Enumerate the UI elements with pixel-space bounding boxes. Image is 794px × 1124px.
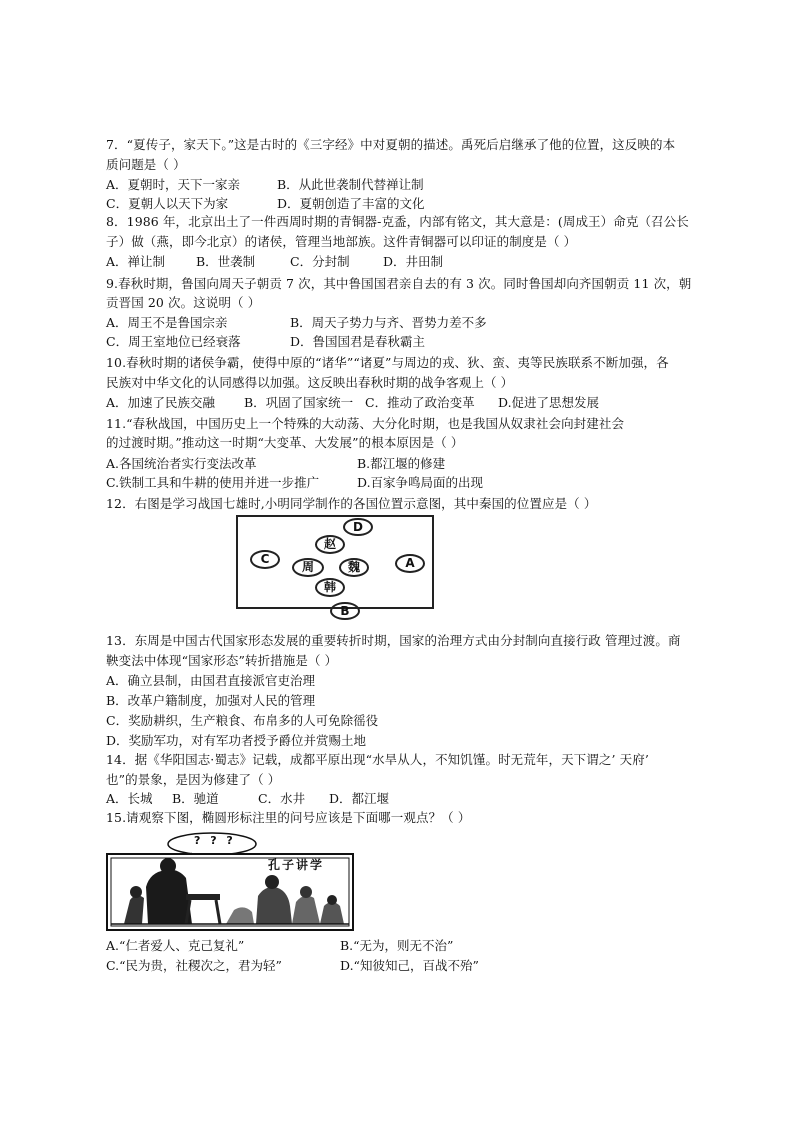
q10-stem-line-2: 民族对中华文化的认同感得以加强。这反映出春秋时期的战争客观上（ ） xyxy=(106,375,514,390)
q15-option-d: D.“知彼知己，百战不殆” xyxy=(340,958,479,973)
map-label-a: A xyxy=(395,554,425,573)
q10-option-a: A．加速了民族交融 xyxy=(106,395,216,410)
map-label-zhao: 赵 xyxy=(315,535,345,554)
q10-option-b: B．巩固了国家统一 xyxy=(244,395,354,410)
cartoon-caption: 孔子讲学 xyxy=(268,858,325,872)
q8-stem-line-1: 8．1986 年，北京出土了一件西周时期的青铜器-克盉，内部有铭文，其大意是：(周成王）命克（召公长 xyxy=(106,214,689,229)
q13-option-c: C．奖励耕织，生产粮食、布帛多的人可免除徭役 xyxy=(106,713,379,728)
q13-stem-line-1: 13．东周是中国古代国家形态发展的重要转折时期，国家的治理方式由分封制向直接行政 管理过渡。商 xyxy=(106,633,681,648)
q8-option-b: B．世袭制 xyxy=(196,254,256,269)
q10-stem-line-1: 10.春秋时期的诸侯争霸，使得中原的“诸华”“诸夏”与周边的戎、狄、蛮、夷等民族联系不断加强，各 xyxy=(106,355,669,370)
q10-option-d: D.促进了思想发展 xyxy=(498,395,600,410)
q12-stem: 12．右图是学习战国七雄时,小明同学制作的各国位置示意图，其中秦国的位置应是（ ） xyxy=(106,496,597,511)
map-label-d: D xyxy=(343,518,373,536)
q11-option-c: C.铁制工具和牛耕的使用并进一步推广 xyxy=(106,475,320,490)
map-label-wei: 魏 xyxy=(339,558,369,577)
q13-option-d: D．奖励军功，对有军功者授予爵位并赏赐土地 xyxy=(106,733,367,748)
q13-option-b: B．改革户籍制度，加强对人民的管理 xyxy=(106,693,316,708)
q7-stem-line-2: 质问题是（ ） xyxy=(106,157,186,172)
map-label-b: B xyxy=(330,602,360,620)
q14-option-d: D．都江堰 xyxy=(329,791,390,806)
q9-option-c: C．周王室地位已经衰落 xyxy=(106,334,241,349)
q7-option-a: A．夏朝时，天下一家亲 xyxy=(106,177,241,192)
warring-states-map xyxy=(236,515,434,618)
q14-stem-line-1: 14．据《华阳国志·蜀志》记载，成都平原出现“水旱从人，不知饥馑。时无荒年，天下谓之’ 天府’ xyxy=(106,752,649,767)
cartoon-bubble-text: ? ? ? xyxy=(194,834,236,847)
q8-option-c: C．分封制 xyxy=(290,254,350,269)
q14-option-a: A．长城 xyxy=(106,791,153,806)
q15-option-c: C.“民为贵，社稷次之，君为轻” xyxy=(106,958,282,973)
map-label-zhou: 周 xyxy=(292,558,324,577)
q11-option-b: B.都江堰的修建 xyxy=(357,456,446,471)
map-label-c: C xyxy=(250,550,280,569)
q7-option-c: C．夏朝人以天下为家 xyxy=(106,196,229,211)
q15-option-a: A.“仁者爱人、克己复礼” xyxy=(106,938,245,953)
confucius-teaching-cartoon xyxy=(106,832,356,932)
q9-stem-line-2: 贡晋国 20 次。这说明（ ） xyxy=(106,295,261,310)
q13-stem-line-2: 鞅变法中体现“国家形态”转折措施是（ ） xyxy=(106,653,338,668)
q8-stem-line-2: 子）做（燕，即今北京）的诸侯，管理当地部族。这件青铜器可以印证的制度是（ ） xyxy=(106,234,577,249)
q8-option-d: D．井田制 xyxy=(383,254,444,269)
map-label-han: 韩 xyxy=(315,578,345,597)
q7-option-b: B．从此世袭制代替禅让制 xyxy=(277,177,424,192)
q11-stem-line-2: 的过渡时期。”推动这一时期“大变革、大发展”的根本原因是（ ） xyxy=(106,435,464,450)
q9-option-d: D．鲁国国君是春秋霸主 xyxy=(290,334,426,349)
q11-option-a: A.各国统治者实行变法改革 xyxy=(106,456,257,471)
q14-stem-line-2: 也”的景象，是因为修建了（ ） xyxy=(106,772,281,787)
q15-option-b: B.“无为，则无不治” xyxy=(340,938,454,953)
q11-stem-line-1: 11.“春秋战国，中国历史上一个特殊的大动荡、大分化时期，也是我国从奴隶社会向封建社会 xyxy=(106,416,625,431)
q7-stem-line-1: 7．“夏传子，家天下。”这是古时的《三字经》中对夏朝的描述。禹死后启继承了他的位置，这反映的本 xyxy=(106,137,676,152)
q8-option-a: A．禅让制 xyxy=(106,254,166,269)
cartoon-illustration xyxy=(106,832,356,932)
q9-option-a: A．周王不是鲁国宗亲 xyxy=(106,315,228,330)
q13-option-a: A．确立县制，由国君直接派官吏治理 xyxy=(106,673,316,688)
q14-option-b: B．驰道 xyxy=(172,791,219,806)
q10-option-c: C．推动了政治变革 xyxy=(365,395,475,410)
q7-option-d: D．夏朝创造了丰富的文化 xyxy=(277,196,425,211)
q9-option-b: B．周天子势力与齐、晋势力差不多 xyxy=(290,315,487,330)
q9-stem-line-1: 9.春秋时期，鲁国向周天子朝贡 7 次，其中鲁国国君亲自去的有 3 次。同时鲁国却向齐国朝贡 11 次，朝 xyxy=(106,276,692,291)
q15-stem: 15.请观察下图，椭圆形标注里的问号应该是下面哪一观点？（ ） xyxy=(106,810,471,825)
q14-option-c: C．水井 xyxy=(258,791,306,806)
q11-option-d: D.百家争鸣局面的出现 xyxy=(357,475,484,490)
